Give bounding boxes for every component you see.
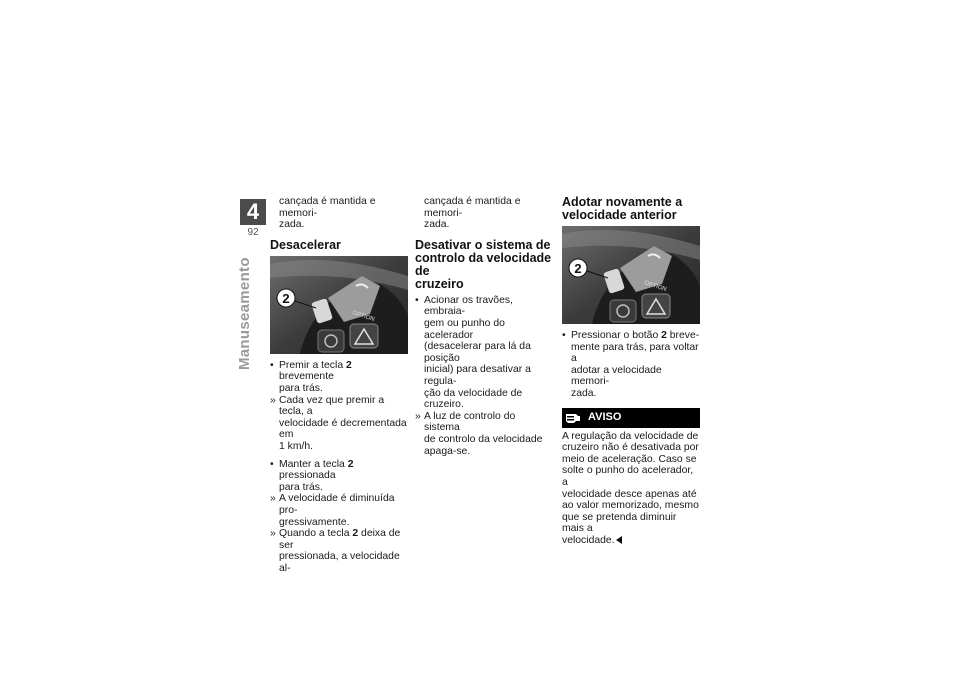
item-text: para trás.: [279, 481, 323, 493]
heading-line: controlo da velocidade de: [415, 250, 552, 278]
col3-item-1: [562, 330, 700, 400]
bullet-marker: •: [415, 294, 419, 306]
item-text: Acionar os travões, embraia-: [424, 294, 513, 318]
column-2: [415, 196, 553, 457]
item-text: de controlo da velocidade: [424, 433, 543, 445]
col1-item-2: [270, 395, 408, 453]
col1-item-4: [270, 493, 408, 528]
item-text: mente para trás, para voltar a: [571, 341, 699, 365]
result-marker: »: [415, 410, 421, 422]
warning-line: solte o punho do acelerador, a: [562, 465, 694, 488]
item-text: velocidade é decrementada em: [279, 417, 407, 441]
item-text: zada.: [571, 387, 597, 399]
warning-line: velocidade.: [562, 534, 615, 546]
heading-adotar-velocidade: [562, 196, 700, 222]
col2-item-1: [415, 295, 553, 411]
handlebar-switch-photo-1: [270, 256, 408, 354]
item-text: pressionada: [279, 470, 336, 482]
warning-line: que se pretenda diminuir mais a: [562, 511, 677, 535]
item-text: breve-: [666, 330, 700, 341]
key-reference: 2: [352, 528, 359, 540]
warning-line: meio de aceleração. Caso se: [562, 453, 697, 465]
warning-text: [562, 431, 700, 547]
photo-1-button-text: OPTION: [351, 309, 376, 323]
item-text: (desacelerar para lá da posição: [424, 341, 531, 364]
col1-item-1: [270, 360, 408, 395]
item-text: 1 km/h.: [279, 440, 314, 452]
col1-intro-line-2: zada.: [279, 219, 305, 231]
warning-last-line: [562, 535, 700, 547]
end-of-section-icon: [616, 536, 622, 544]
key-reference: 2: [347, 458, 354, 470]
bullet-marker: •: [270, 458, 274, 470]
item-text: adotar a velocidade memori-: [571, 364, 662, 388]
col1-intro-line-1: cançada é mantida e memori-: [279, 196, 376, 219]
photo-2-button-text: OPTION: [643, 280, 668, 294]
item-text: gressivamente.: [279, 516, 350, 528]
warning-title: AVISO: [588, 410, 622, 423]
result-marker: »: [270, 394, 276, 406]
item-text: Premir a tecla: [279, 359, 346, 371]
col2-intro-line-1: cançada é mantida e memori-: [424, 196, 521, 219]
item-text: Cada vez que premir a tecla, a: [279, 394, 385, 418]
heading-line: velocidade anterior: [562, 208, 677, 222]
item-text: Quando a tecla: [279, 528, 353, 540]
key-reference: 2: [345, 359, 352, 371]
warning-hand-icon: [562, 408, 584, 428]
warning-line: A regulação da velocidade de: [562, 430, 699, 442]
heading-line: Desativar o sistema de: [415, 237, 551, 252]
warning-line: ao valor memorizado, mesmo: [562, 500, 699, 512]
handlebar-switch-photo-2: [562, 226, 700, 324]
item-text: A velocidade é diminuída pro-: [279, 493, 395, 516]
heading-line: cruzeiro: [415, 276, 464, 291]
item-text: ção da velocidade de cruzeiro.: [424, 387, 523, 411]
result-marker: »: [270, 493, 276, 505]
item-text: inicial) para desativar a regula-: [424, 364, 531, 387]
item-text: A luz de controlo do sistema: [424, 410, 516, 434]
item-text: Manter a tecla: [279, 458, 348, 470]
result-marker: »: [270, 528, 276, 540]
item-text: Pressionar o botão: [571, 330, 662, 341]
col2-item-2: [415, 411, 553, 457]
heading-desativar-cruzeiro: [415, 239, 553, 291]
item-text: pressionada, a velocidade al-: [279, 551, 400, 574]
heading-desacelerar: Desacelerar: [270, 237, 341, 252]
page-number: 92: [247, 227, 259, 238]
chapter-number: 4: [240, 199, 266, 225]
bullet-marker: •: [562, 330, 566, 341]
warning-line: velocidade desce apenas até: [562, 488, 697, 500]
item-text: gem ou punho do acelerador: [424, 317, 505, 341]
item-text: para trás.: [279, 382, 323, 394]
item-text: brevemente: [279, 371, 334, 383]
column-3: [562, 196, 700, 547]
column-1: [270, 196, 408, 574]
warning-header: [562, 408, 700, 428]
photo-2-callout-label: 2: [574, 261, 582, 276]
key-reference: 2: [661, 330, 667, 341]
chapter-title: Manuseamento: [236, 257, 253, 370]
col1-item-5: [270, 528, 408, 574]
bullet-marker: •: [270, 359, 274, 371]
col2-intro-line-2: zada.: [424, 219, 450, 231]
item-text: deixa de ser: [279, 528, 401, 551]
item-text: apaga-se.: [424, 445, 471, 457]
warning-line: cruzeiro não é desativada por: [562, 442, 699, 454]
photo-1-callout-label: 2: [282, 290, 290, 306]
col1-item-3: [270, 459, 408, 494]
heading-line: Adotar novamente a: [562, 195, 683, 209]
